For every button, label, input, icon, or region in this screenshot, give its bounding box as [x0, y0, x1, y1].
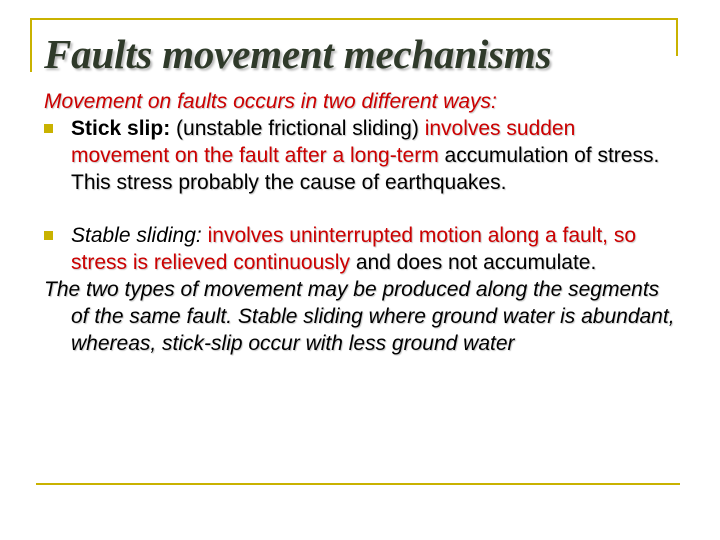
frame-left-line [30, 18, 32, 72]
bullet-stick-slip [44, 115, 676, 196]
frame-bottom-line [36, 483, 680, 485]
frame-top-line [30, 18, 678, 20]
intro-text: Movement on faults occurs in two different ways: [44, 90, 497, 113]
bullet-term: Stick slip: [71, 117, 171, 140]
square-bullet-icon [44, 231, 53, 240]
square-bullet-icon [44, 124, 53, 133]
bullet-text: and does not accumulate. [355, 251, 597, 274]
slide-title: Faults movement mechanisms [44, 31, 552, 77]
bullet-text: accumulation of stress. This stress probably the cause of earthquakes. [71, 144, 660, 194]
bullet-highlight: involves sudden movement on the fault after a long-term [71, 117, 576, 167]
closing-paragraph: The two types of movement may be produced along the segments of the same fault. Stable sliding where ground water is abundant, whereas, stick-slip occur with less ground water [44, 278, 675, 355]
slide-body [44, 88, 676, 357]
frame-right-line [676, 18, 678, 56]
bullet-stable-sliding [44, 222, 676, 276]
spacer [44, 196, 676, 222]
bullet-highlight: involves uninterrupted motion along a fault, so stress is relieved continuously [71, 224, 637, 274]
bullet-paren: (unstable frictional sliding) [176, 117, 419, 140]
bullet-term: Stable sliding: [71, 224, 202, 247]
